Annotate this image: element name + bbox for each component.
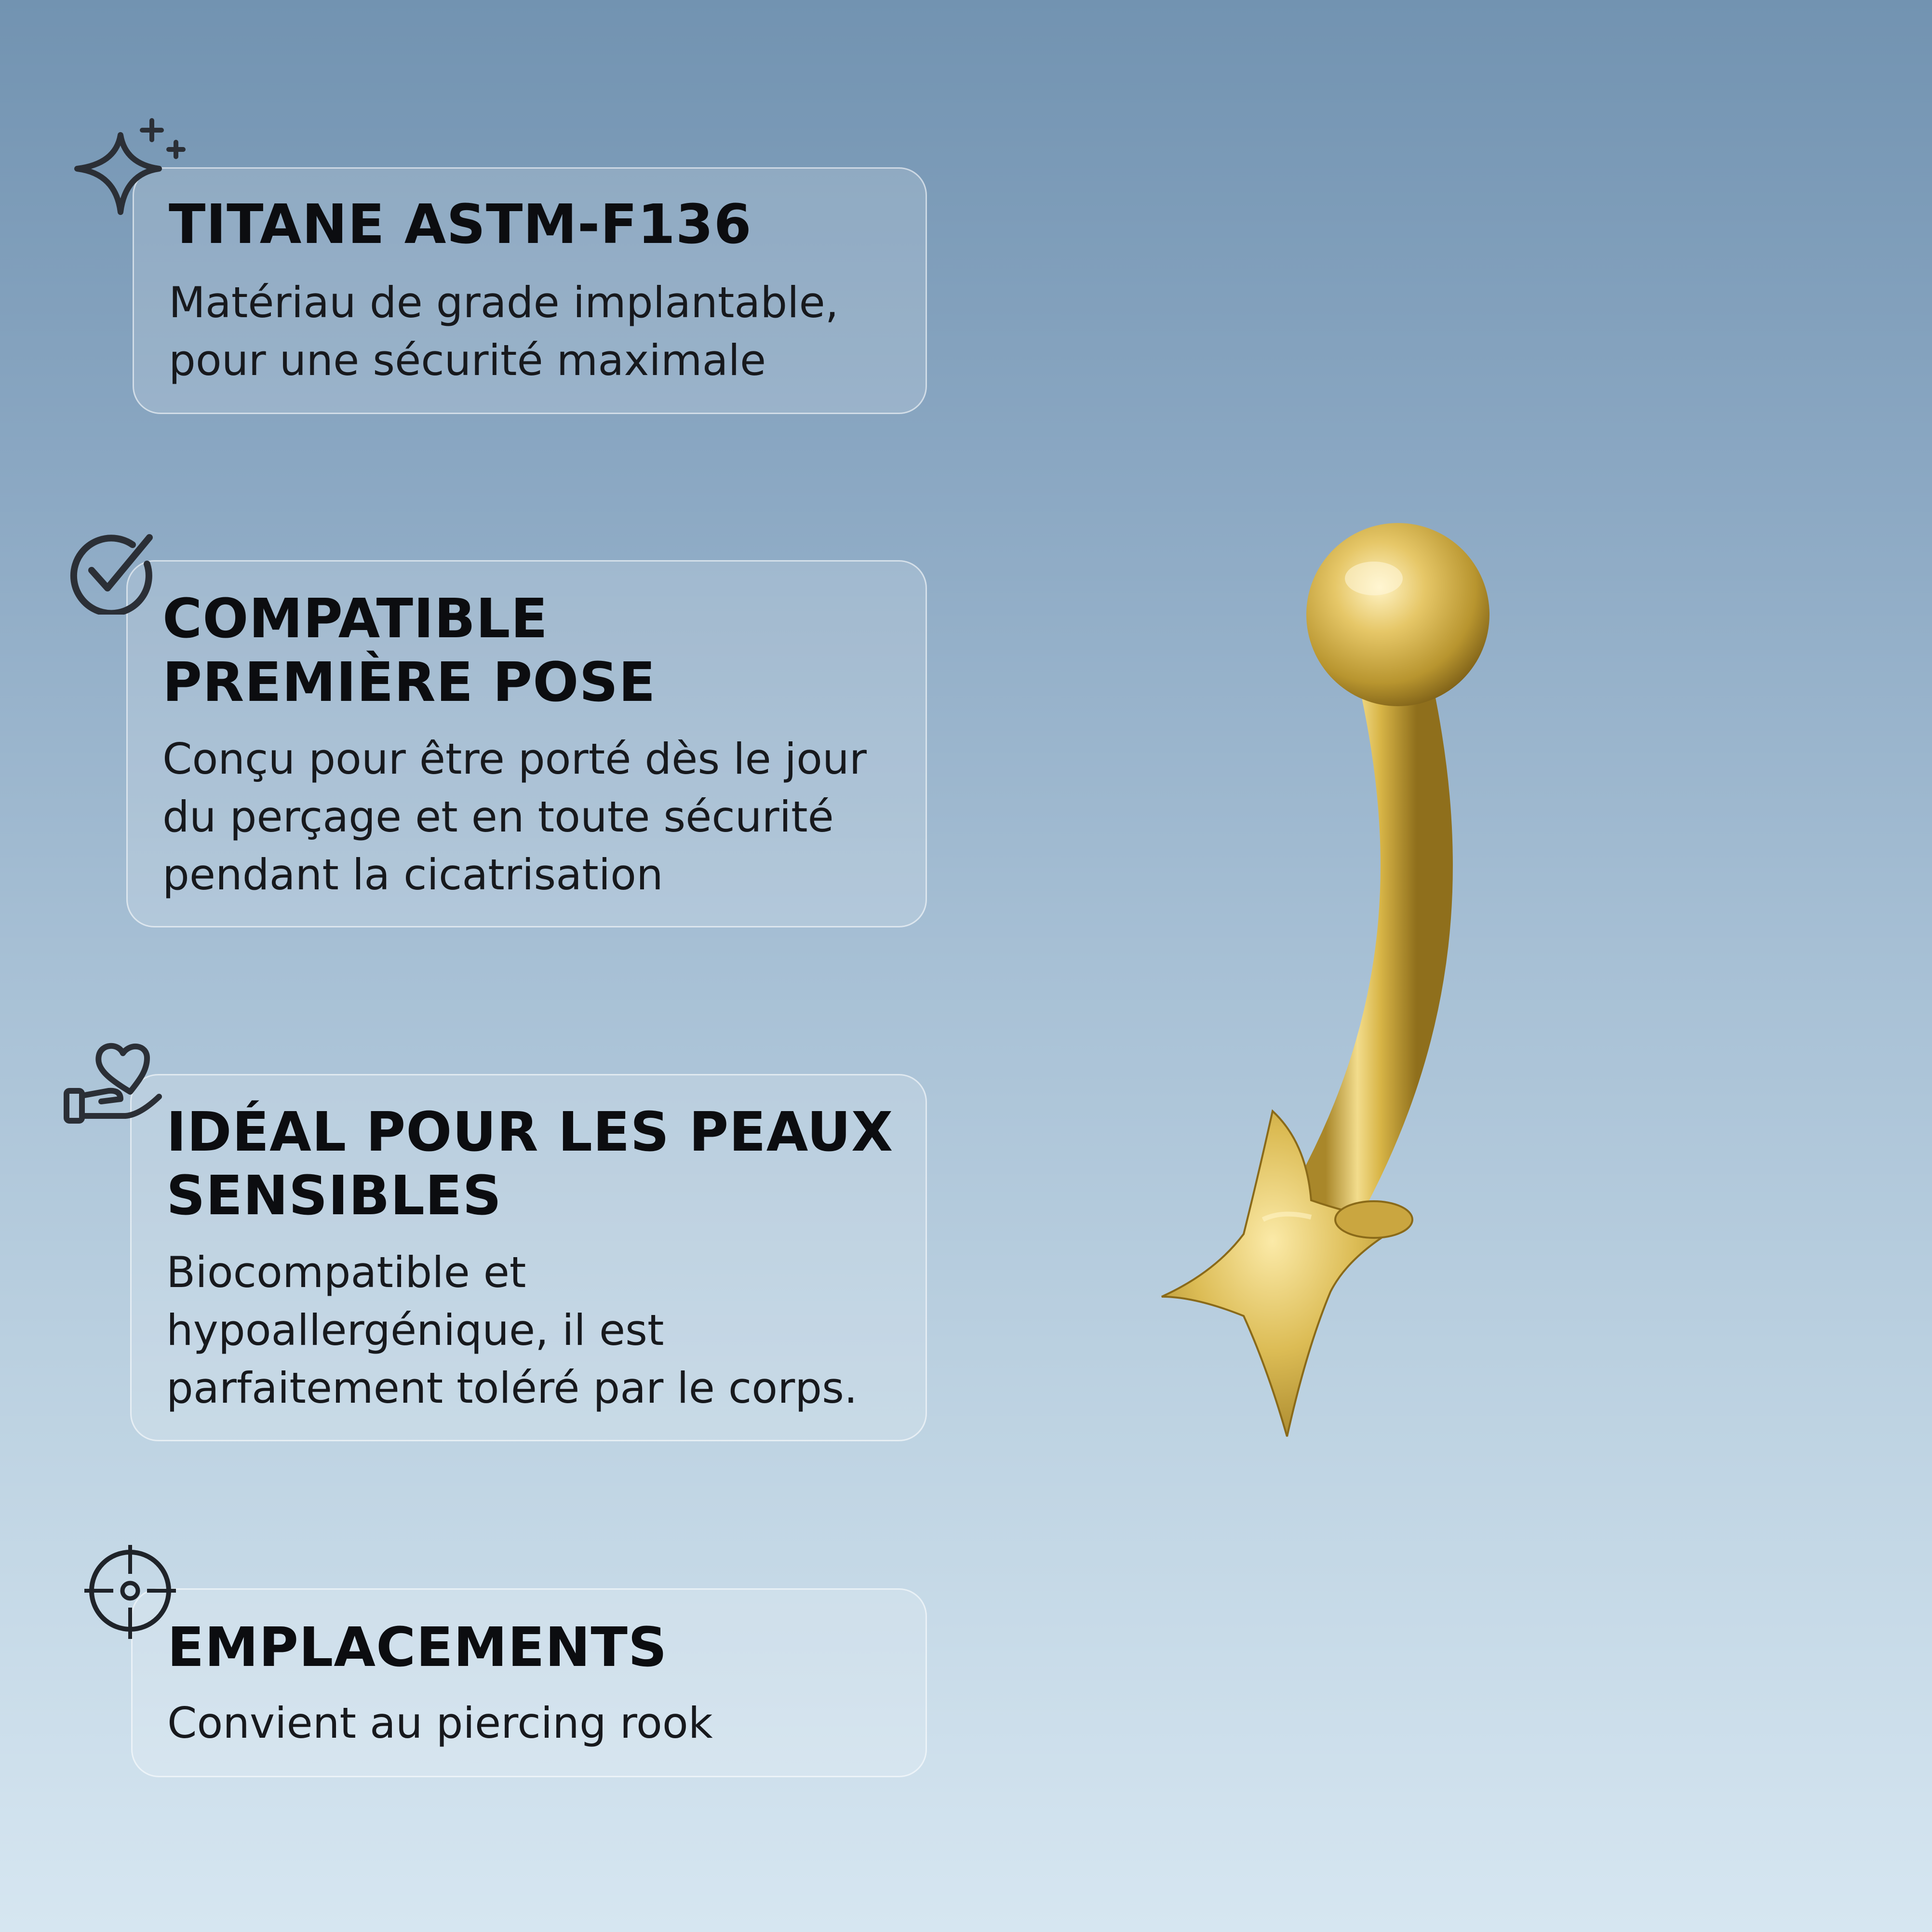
- check-circle-icon: [65, 528, 161, 615]
- product-barbell-image: [1147, 521, 1523, 1446]
- crosshair-icon: [82, 1545, 178, 1641]
- feature-title-first-piercing: COMPATIBLE PREMIÈRE POSE: [162, 588, 656, 714]
- feature-description-material: Matériau de grade implantable, pour une sécurité maximale: [169, 278, 839, 385]
- feature-title-material: TITANE ASTM-F136: [169, 193, 752, 256]
- feature-description-sensitive-skin: Biocompatible et hypoallergénique, il est parfaitement toléré par le corps.: [166, 1248, 858, 1413]
- feature-description-first-piercing: Conçu pour être porté dès le jour du perçage et en toute sécurité pendant la cicatrisation: [162, 734, 867, 899]
- heart-hand-icon: [63, 1039, 174, 1126]
- feature-title-sensitive-skin: IDÉAL POUR LES PEAUX SENSIBLES: [166, 1101, 894, 1227]
- feature-title-placements: EMPLACEMENTS: [167, 1616, 668, 1679]
- feature-description-placements: Convient au piercing rook: [167, 1698, 713, 1748]
- sparkle-icon: [72, 116, 193, 222]
